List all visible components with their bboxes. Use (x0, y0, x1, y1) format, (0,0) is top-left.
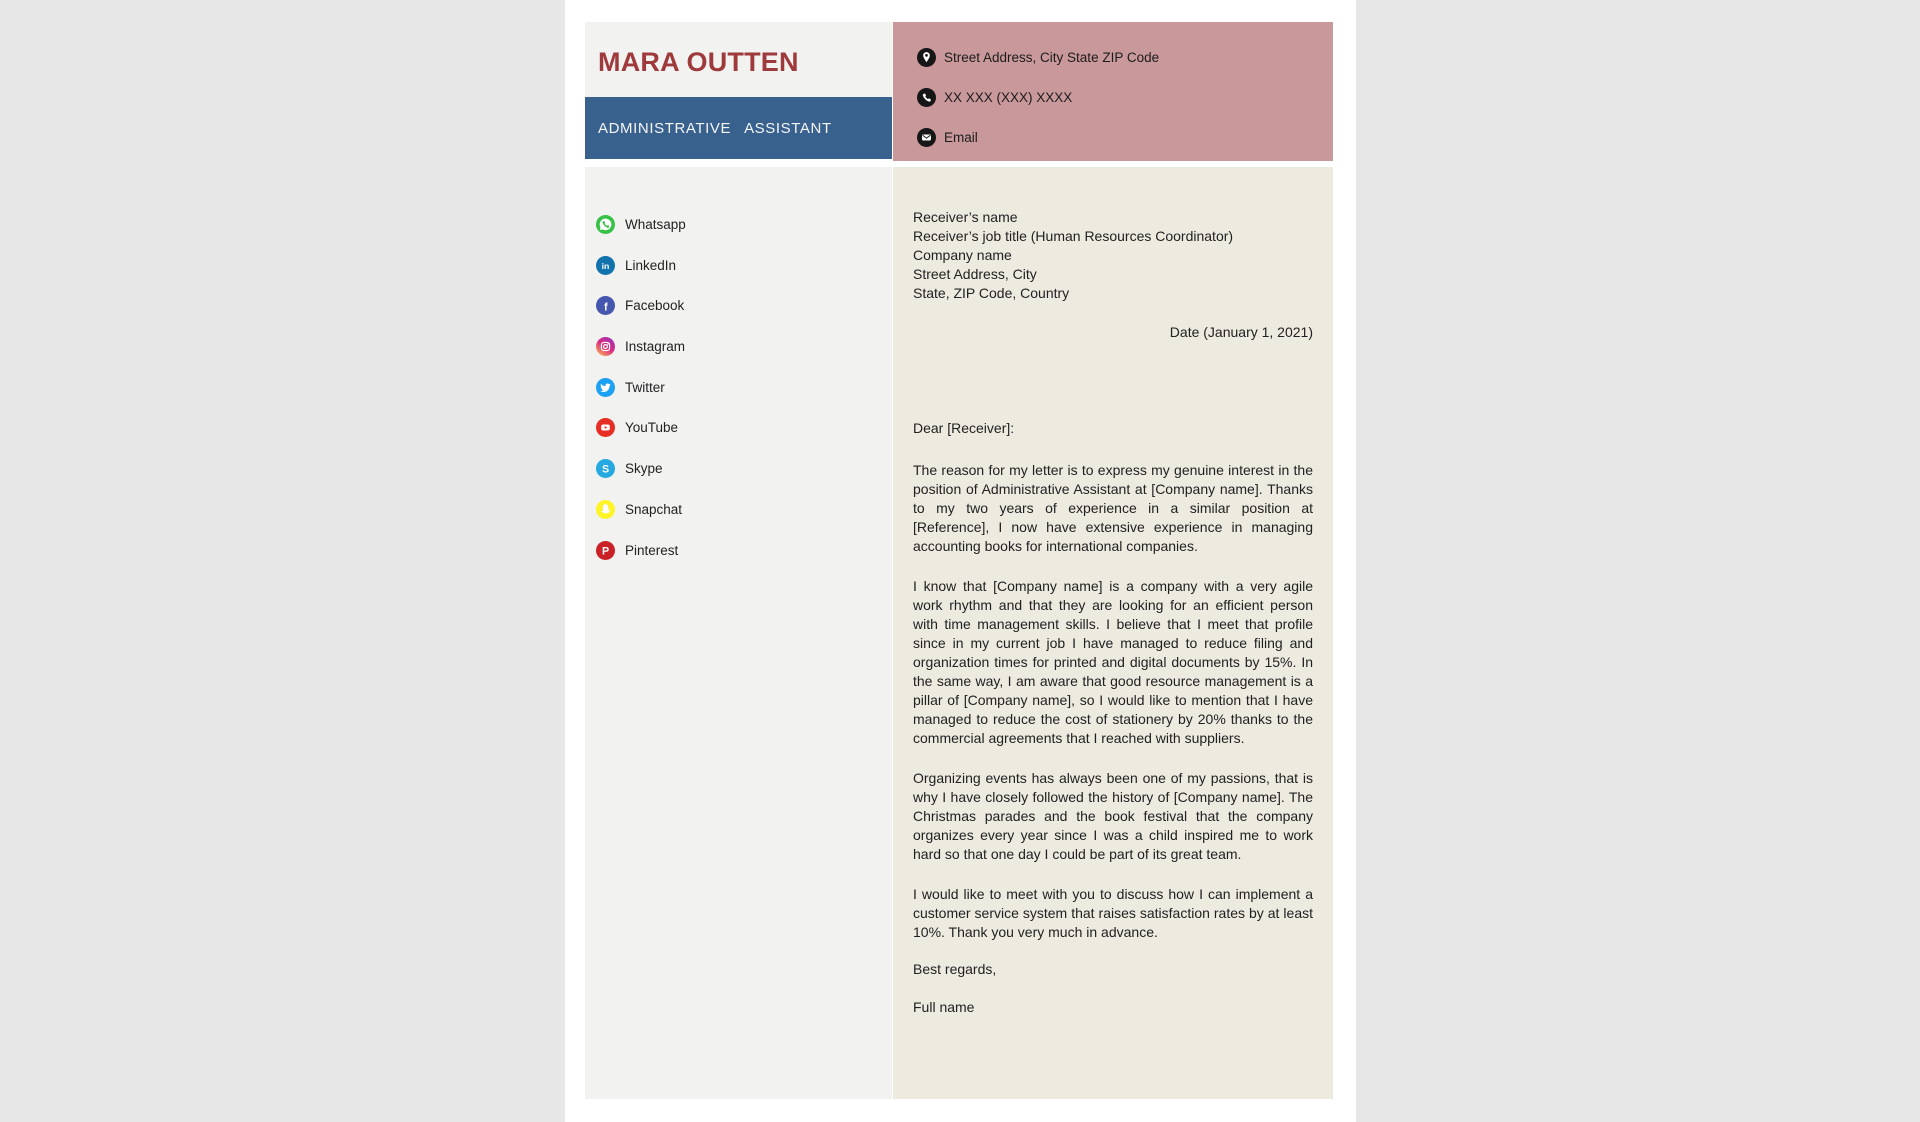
social-item-pinterest[interactable] (596, 541, 892, 560)
salutation: Dear [Receiver]: (913, 420, 1015, 436)
social-list (596, 215, 892, 560)
svg-text:in: in (601, 260, 610, 271)
job-title: ADMINISTRATIVE ASSISTANT (598, 119, 832, 137)
sidebar (585, 167, 892, 1099)
social-label: Pinterest (625, 542, 679, 558)
facebook-icon (596, 296, 615, 315)
social-label: Skype (625, 461, 663, 477)
letter-body (893, 167, 1333, 1099)
person-name: MARA OUTTEN (598, 47, 799, 77)
paragraph-2: I know that [Company name] is a company with a very agile work rhythm and that they are looking for an efficient person with time management skills. I believe that I meet that profile since in my current job I have managed to reduce filing and organization times for printed and digital documents by 15%. In the same way, I am aware that good resource management is a pillar of [Company name], so I would like to mention that I have managed to reduce the cost of stationery by 20% thanks to the commercial agreements that I reached with suppliers. (913, 578, 1313, 746)
social-label: Facebook (625, 298, 685, 314)
social-item-instagram[interactable] (596, 337, 892, 356)
social-label: Whatsapp (625, 217, 686, 232)
pinterest-icon (596, 541, 615, 560)
social-label: Instagram (625, 339, 686, 355)
job-title-bar (585, 97, 892, 159)
address-text: Street Address, City State ZIP Code (944, 50, 1160, 65)
svg-text:P: P (601, 544, 610, 557)
social-label: Twitter (625, 379, 665, 395)
recipient-job-title: Receiver’s job title (Human Resources Coordinator) (913, 228, 1234, 244)
recipient-region: State, ZIP Code, Country (913, 285, 1070, 301)
paragraph-1: The reason for my letter is to express my genuine interest in the position of Administrative Assistant at [Company name]. Thanks to my two years of experience in a similar position at [Reference], I now have extensive experience in managing accounting books for international companies. (913, 462, 1313, 554)
social-item-facebook[interactable] (596, 296, 892, 315)
svg-text:f: f (604, 301, 608, 314)
date-line: Date (January 1, 2021) (1169, 324, 1313, 340)
twitter-icon (596, 378, 615, 397)
instagram-icon (596, 337, 615, 356)
phone-icon (917, 88, 936, 107)
social-label: YouTube (625, 420, 679, 436)
name-block (585, 22, 892, 97)
linkedin-icon (596, 256, 615, 275)
email-icon (917, 128, 936, 147)
social-item-youtube[interactable] (596, 418, 892, 437)
social-item-whatsapp[interactable] (596, 215, 892, 234)
paragraph-3: Organizing events has always been one of my passions, that is why I have closely followed the history of [Company name]. The Christmas parades and the book festival that the company organizes every year since I was a child inspired me to work hard so that one day I could be part of its great team. (913, 770, 1313, 862)
skype-icon (596, 459, 615, 478)
recipient-block (913, 208, 1313, 303)
document-page (565, 0, 1356, 1122)
recipient-street: Street Address, City (913, 266, 1037, 282)
social-item-skype[interactable] (596, 459, 892, 478)
social-item-linkedin[interactable] (596, 256, 892, 275)
signature: Full name (913, 999, 975, 1015)
social-item-twitter[interactable] (596, 378, 892, 397)
closing: Best regards, (913, 961, 997, 977)
contact-box (893, 22, 1333, 161)
contact-row-phone[interactable] (917, 88, 1333, 107)
svg-text:S: S (601, 463, 610, 476)
social-label: Snapchat (625, 501, 683, 517)
recipient-name: Receiver’s name (913, 209, 1018, 225)
contact-row-address[interactable] (917, 48, 1333, 67)
email-text: Email (944, 130, 978, 145)
phone-text: XX XXX (XXX) XXXX (944, 90, 1073, 105)
location-pin-icon (917, 48, 936, 67)
paragraph-4: I would like to meet with you to discuss how I can implement a customer service system that raises satisfaction rates by at least 10%. Thank you very much in advance. (913, 886, 1313, 940)
snapchat-icon (596, 500, 615, 519)
youtube-icon (596, 418, 615, 437)
recipient-company: Company name (913, 247, 1012, 263)
social-label: LinkedIn (625, 257, 677, 273)
whatsapp-icon (596, 215, 615, 234)
social-item-snapchat[interactable] (596, 500, 892, 519)
contact-row-email[interactable] (917, 128, 1333, 147)
